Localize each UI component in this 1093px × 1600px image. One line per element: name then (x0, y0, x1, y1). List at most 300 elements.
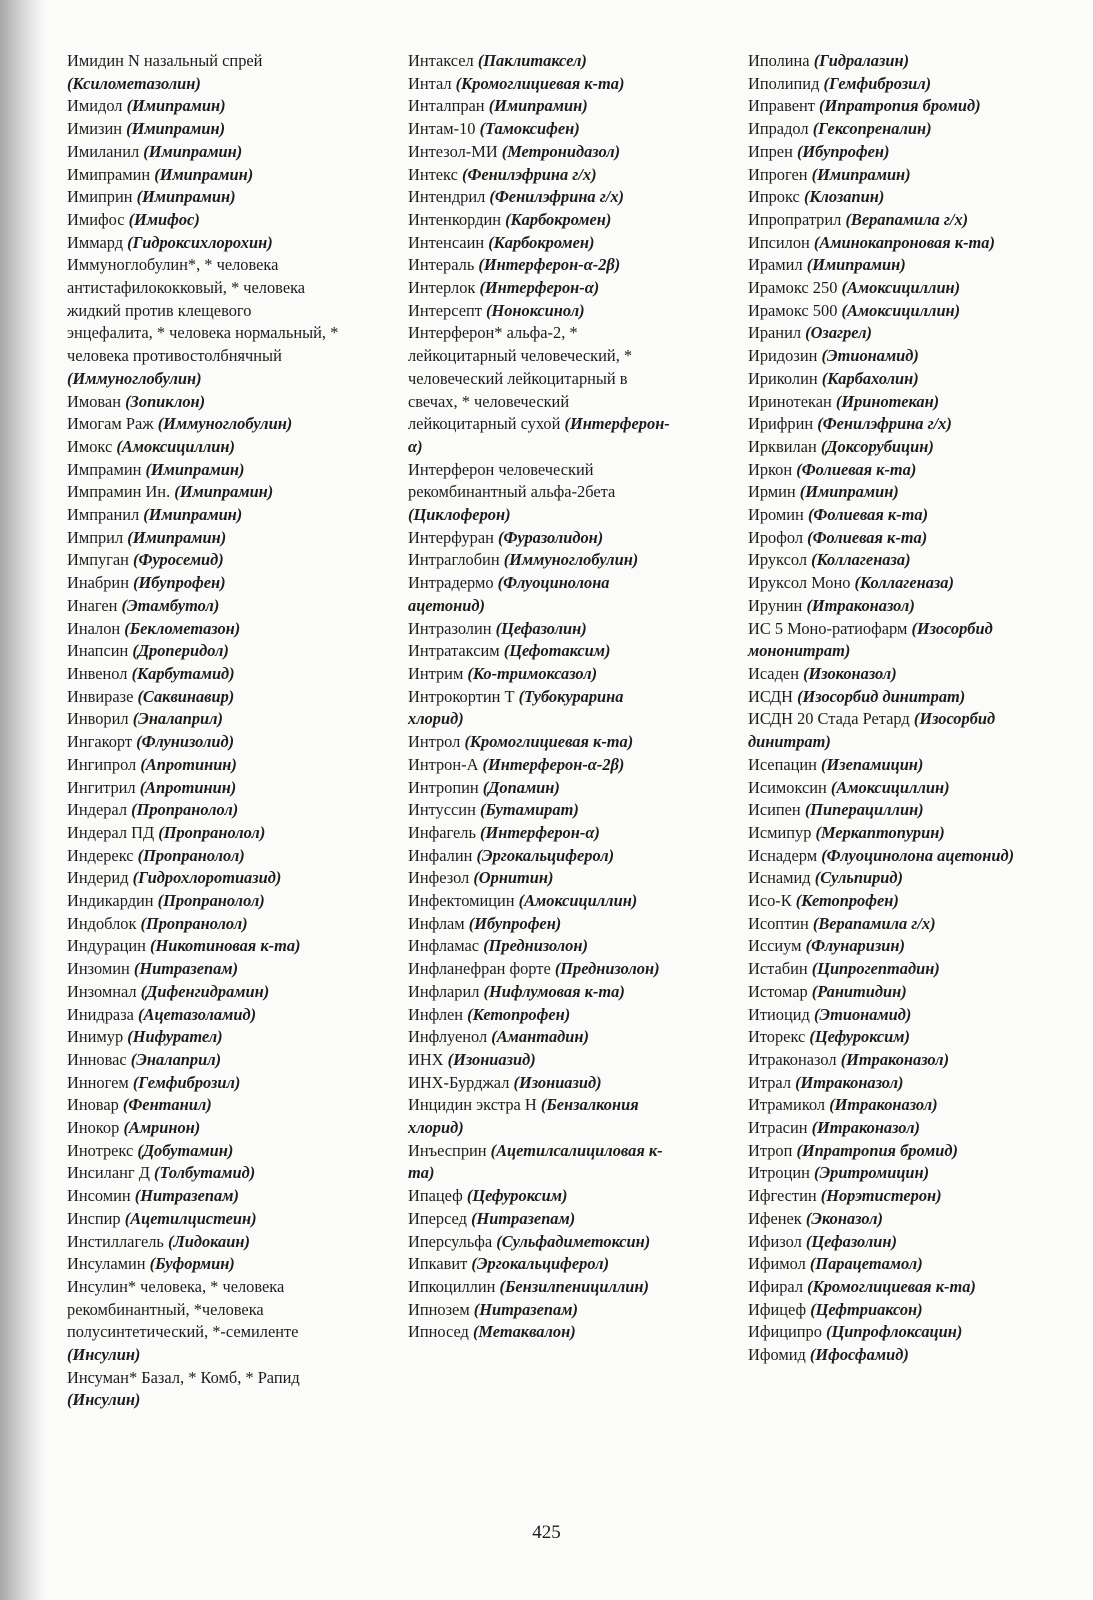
index-entry (748, 1049, 1018, 1072)
index-entry (67, 686, 339, 709)
index-entry (408, 1276, 680, 1299)
trade-name: Инстиллагель (67, 1231, 168, 1251)
trade-name: Инаген (67, 595, 122, 615)
index-entry (67, 459, 339, 482)
trade-name: Интразолин (408, 618, 496, 638)
generic-name: (Эналаприл) (130, 1049, 222, 1069)
generic-name: (Этамбутол) (121, 595, 220, 615)
trade-name: Имприл (67, 527, 128, 547)
trade-name: Ингитрил (67, 777, 140, 797)
trade-name: Иполина (748, 51, 814, 70)
generic-name: (Изониазид) (513, 1072, 602, 1092)
index-entry (408, 981, 680, 1004)
generic-name: (Имифос) (128, 209, 200, 229)
index-entry (67, 572, 339, 595)
generic-name: (Фенилэфрина г/х) (817, 414, 952, 434)
trade-name: Интал (408, 73, 456, 93)
index-entry (748, 845, 1018, 868)
generic-name: (Беклометазон) (124, 618, 241, 638)
trade-name: Инфлам (408, 913, 469, 933)
generic-name: (Итраконазол) (829, 1095, 938, 1115)
trade-name: Инзомнал (67, 981, 141, 1001)
trade-name: Иркон (748, 459, 797, 479)
index-entry (748, 413, 1018, 436)
index-entry (408, 1208, 680, 1231)
generic-name: (Эргокальциферол) (471, 1254, 610, 1274)
index-entry (67, 141, 339, 164)
index-entry (748, 254, 1018, 277)
index-entry (67, 799, 339, 822)
generic-name: (Фолиевая к-та) (796, 459, 917, 479)
generic-name: (Изоконазол) (803, 663, 897, 683)
trade-name: Ингипрол (67, 754, 141, 774)
generic-name: (Фуросемид) (133, 550, 224, 570)
trade-name: Импрамин Ин. (67, 482, 175, 502)
trade-name: Инсомин (67, 1186, 135, 1206)
generic-name: (Карбахолин) (821, 368, 919, 388)
index-entry (408, 50, 680, 73)
index-entry (748, 1231, 1018, 1254)
index-entry (748, 867, 1018, 890)
generic-name: (Пропранолол) (131, 800, 239, 820)
generic-name: (Интерферон-α) (480, 822, 600, 842)
index-entry (67, 731, 339, 754)
index-entry (408, 186, 680, 209)
trade-name: Интерфуран (408, 527, 498, 547)
generic-name: (Пиперациллин) (804, 800, 924, 820)
index-entry (67, 1094, 339, 1117)
trade-name: Инфланефран форте (408, 959, 555, 979)
generic-name: (Апротинин) (140, 754, 237, 774)
trade-name: Ирамокс 500 (748, 300, 842, 320)
generic-name: (Дифенгидрамин) (140, 981, 270, 1001)
index-entry (748, 1253, 1018, 1276)
index-entry (748, 1344, 1018, 1367)
trade-name: Интезол-МИ (408, 141, 502, 161)
index-entry (748, 958, 1018, 981)
generic-name: (Меркаптопурин) (815, 822, 945, 842)
index-entry (67, 1162, 339, 1185)
generic-name: (Никотиновая к-та) (150, 936, 301, 956)
trade-name: Интуссин (408, 800, 480, 820)
trade-name: Интенсаин (408, 232, 489, 252)
generic-name: (Циклоферон) (408, 505, 511, 525)
generic-name: (Флуоцинолона ацетонид) (408, 573, 610, 615)
index-entry (408, 73, 680, 96)
trade-name: Инвиразе (67, 686, 138, 706)
generic-name: (Изосорбид динитрат) (797, 686, 966, 706)
generic-name: (Имипрамин) (126, 96, 226, 116)
trade-name: Исипен (748, 800, 805, 820)
index-entry (748, 209, 1018, 232)
generic-name: (Имипрамин) (488, 96, 588, 116)
generic-name: (Преднизолон) (483, 936, 588, 956)
trade-name: Интратаксим (408, 641, 504, 661)
trade-name: Инфларил (408, 981, 484, 1001)
index-entry (748, 300, 1018, 323)
generic-name: (Иммуноглобулин) (157, 414, 293, 434)
index-entry (67, 1185, 339, 1208)
generic-name: (Парацетамол) (809, 1254, 923, 1274)
generic-name: (Ранитидин) (811, 981, 907, 1001)
index-entry (67, 481, 339, 504)
page-number: 425 (532, 1522, 561, 1543)
index-entry (67, 1117, 339, 1140)
index-entry (748, 708, 1018, 753)
trade-name: Импрамин (67, 459, 146, 479)
index-entry (67, 50, 339, 95)
generic-name: (Цефуроксим) (466, 1186, 568, 1206)
generic-name: (Фолиевая к-та) (807, 505, 929, 525)
index-entry (748, 368, 1018, 391)
generic-name: (Карбокромен) (488, 232, 595, 252)
generic-name: (Флунаризин) (805, 936, 905, 956)
trade-name: Интрон-А (408, 754, 483, 774)
trade-name: Ифицеф (748, 1299, 811, 1319)
trade-name: Инзомин (67, 959, 134, 979)
trade-name: Инотрекс (67, 1140, 138, 1160)
index-entry (748, 777, 1018, 800)
index-entry (748, 981, 1018, 1004)
generic-name: (Тамоксифен) (479, 119, 580, 139)
trade-name: Имифос (67, 209, 129, 229)
index-entry (67, 209, 339, 232)
generic-name: (Флунизолид) (136, 732, 235, 752)
generic-name: (Пропранолол) (157, 891, 265, 911)
trade-name: Ипрадол (748, 119, 813, 139)
generic-name: (Дроперидол) (132, 641, 229, 661)
trade-name: Ипропратрил (748, 209, 846, 229)
trade-name: Инфламас (408, 936, 484, 956)
generic-name: (Иринотекан) (835, 391, 940, 411)
generic-name: (Иммуноглобулин) (503, 550, 639, 570)
generic-name: (Итраконазол) (840, 1049, 950, 1069)
trade-name: Инсиланг Д (67, 1163, 154, 1183)
generic-name: (Изепамицин) (821, 754, 924, 774)
trade-name: Индерал ПД (67, 822, 159, 842)
generic-name: (Изосорбид динитрат) (748, 709, 996, 752)
trade-name: Инногем (67, 1072, 133, 1092)
generic-name: (Тубокурарина хлорид) (408, 686, 624, 729)
trade-name: Иммард (67, 232, 128, 252)
index-entry (67, 913, 339, 936)
generic-name: (Допамин) (482, 777, 560, 797)
trade-name: Индерид (67, 868, 133, 888)
generic-name: (Гидралазин) (813, 51, 910, 70)
generic-name: (Гемфиброзил) (132, 1072, 241, 1092)
trade-name: Иранил (748, 323, 806, 343)
generic-name: (Амринон) (123, 1118, 201, 1138)
index-entry (408, 890, 680, 913)
trade-name: Интерферон человеческий рекомбинантный альфа-2бета (408, 459, 616, 502)
generic-name: (Интерферон-α) (479, 278, 600, 298)
generic-name: (Фолиевая к-та) (807, 527, 928, 547)
trade-name: Ируксол Моно (748, 573, 855, 593)
index-entry (748, 391, 1018, 414)
index-entry (748, 754, 1018, 777)
trade-name: Инфалин (408, 845, 477, 865)
trade-name: Иринотекан (748, 391, 836, 411)
generic-name: (Апротинин) (139, 777, 237, 797)
generic-name: (Карбутамид) (131, 663, 235, 683)
generic-name: (Цефазолин) (495, 618, 587, 638)
index-entry (748, 890, 1018, 913)
trade-name: Инфлуенол (408, 1027, 492, 1047)
index-entry (67, 186, 339, 209)
index-entry (748, 481, 1018, 504)
index-entry (748, 1321, 1018, 1344)
trade-name: Итраконазол (748, 1049, 841, 1069)
index-entry (408, 663, 680, 686)
trade-name: Интенкордин (408, 209, 506, 229)
index-entry (408, 1185, 680, 1208)
trade-name: Ипацеф (408, 1186, 467, 1206)
generic-name: (Имипрамин) (806, 255, 906, 275)
index-entry (408, 1299, 680, 1322)
index-entry (748, 164, 1018, 187)
trade-name: Иссиум (748, 936, 806, 956)
index-entry (408, 322, 680, 458)
generic-name: (Изосорбид мононитрат) (748, 618, 993, 661)
generic-name: (Преднизолон) (554, 959, 660, 979)
generic-name: (Цефотаксим) (503, 641, 611, 661)
index-entry (748, 935, 1018, 958)
generic-name: (Нитразепам) (134, 1186, 239, 1206)
trade-name: Ипрокс (748, 187, 804, 207)
trade-name: Ипроген (748, 164, 812, 184)
generic-name: (Фуразолидон) (498, 527, 604, 547)
trade-name: Интрадермо (408, 573, 498, 593)
trade-name: Ифизол (748, 1231, 806, 1251)
trade-name: Ирквилан (748, 436, 821, 456)
generic-name: (Амоксициллин) (841, 278, 961, 298)
index-entry (748, 1117, 1018, 1140)
trade-name: Итроп (748, 1140, 797, 1160)
index-entry (408, 527, 680, 550)
index-entry (408, 1321, 680, 1344)
trade-name: Индерекс (67, 845, 138, 865)
index-entry (748, 73, 1018, 96)
trade-name: Индерал (67, 800, 132, 820)
index-entry (748, 141, 1018, 164)
trade-name: Имогам Раж (67, 414, 158, 434)
trade-name: Имиланил (67, 141, 144, 161)
trade-name: Ифирал (748, 1276, 808, 1296)
generic-name: (Инсулин) (67, 1390, 141, 1410)
generic-name: (Имипрамин) (127, 527, 227, 547)
trade-name: Ирунин (748, 595, 807, 615)
index-entry (408, 459, 680, 527)
trade-name: Инцидин экстра Н (408, 1095, 541, 1115)
generic-name: (Имипрамин) (174, 482, 274, 502)
generic-name: (Интерферон-α) (408, 414, 670, 456)
index-entry (748, 118, 1018, 141)
generic-name: (Инсулин) (67, 1345, 141, 1365)
index-entry (748, 50, 1018, 73)
trade-name: ИСДН 20 Стада Ретард (748, 709, 914, 729)
trade-name: Ифиципро (748, 1322, 827, 1342)
trade-name: Ирамокс 250 (748, 278, 842, 298)
trade-name: Итроцин (748, 1163, 815, 1183)
trade-name: Интерферон* альфа-2, * лейкоцитарный человеческий, * человеческий лейкоцитарный в свечах, * человеческий лейкоцитарный сухой (408, 323, 633, 434)
index-entry (408, 686, 680, 731)
trade-name: Ипнозем (408, 1299, 474, 1319)
generic-name: (Цефазолин) (805, 1231, 897, 1251)
trade-name: Ипносед (408, 1322, 473, 1342)
index-entry (67, 164, 339, 187)
generic-name: (Гемфиброзил) (823, 73, 932, 93)
index-entry (408, 1231, 680, 1254)
trade-name: Иновар (67, 1095, 123, 1115)
index-entry (748, 527, 1018, 550)
generic-name: (Кромоглициевая к-та) (464, 732, 634, 752)
index-entry (408, 935, 680, 958)
trade-name: Интрим (408, 663, 468, 683)
trade-name: ИСДН (748, 686, 798, 706)
trade-name: Имипрамин (67, 164, 155, 184)
index-entry (67, 391, 339, 414)
trade-name: Инфезол (408, 868, 474, 888)
index-entry (748, 277, 1018, 300)
generic-name: (Цефуроксим) (809, 1027, 910, 1047)
generic-name: (Пропранолол) (158, 822, 266, 842)
trade-name: Исоптин (748, 913, 813, 933)
index-entry (67, 958, 339, 981)
index-entry (748, 1299, 1018, 1322)
generic-name: (Ксилометазолин) (67, 73, 201, 93)
trade-name: Интерлок (408, 278, 480, 298)
index-entry (408, 1140, 680, 1185)
trade-name: Импуган (67, 550, 134, 570)
generic-name: (Иммуноглобулин) (67, 368, 202, 388)
trade-name: Итиоцид (748, 1004, 814, 1024)
generic-name: (Ноноксинол) (486, 300, 585, 320)
trade-name: Ифомид (748, 1345, 810, 1365)
generic-name: (Цефтриаксон) (810, 1299, 923, 1319)
generic-name: (Интерферон-α-2β) (482, 754, 625, 774)
index-entry (408, 1094, 680, 1139)
index-entry (67, 663, 339, 686)
index-entry (67, 436, 339, 459)
index-entry (748, 663, 1018, 686)
trade-name: Ифгестин (748, 1186, 821, 1206)
index-entry (748, 1276, 1018, 1299)
trade-name: Ингакорт (67, 732, 137, 752)
trade-name: Ифимол (748, 1254, 810, 1274)
index-entry (748, 1140, 1018, 1163)
generic-name: (Сульфадиметоксин) (496, 1231, 651, 1251)
index-entry (67, 754, 339, 777)
trade-name: Итрамикол (748, 1095, 830, 1115)
index-entry (408, 845, 680, 868)
generic-name: (Коллагеназа) (811, 550, 911, 570)
index-entry (67, 640, 339, 663)
trade-name: Имидин N назальный спрей (67, 51, 263, 70)
index-entry (67, 118, 339, 141)
index-entry (408, 1049, 680, 1072)
generic-name: (Ифосфамид) (809, 1345, 909, 1365)
index-entry (408, 799, 680, 822)
generic-name: (Амоксициллин) (518, 891, 638, 911)
generic-name: (Фентанил) (122, 1095, 212, 1115)
index-entry (748, 504, 1018, 527)
generic-name: (Пропранолол) (137, 845, 245, 865)
index-entry (748, 1026, 1018, 1049)
index-entry (748, 345, 1018, 368)
generic-name: (Амоксициллин) (116, 436, 235, 456)
index-entry (67, 1367, 339, 1412)
generic-name: (Метаквалон) (472, 1322, 576, 1342)
index-entry (748, 95, 1018, 118)
index-entry (67, 935, 339, 958)
generic-name: (Имипрамин) (143, 141, 243, 161)
generic-name: (Верапамила г/х) (812, 913, 936, 933)
trade-name: Интендрил (408, 187, 490, 207)
generic-name: (Этионамид) (813, 1004, 912, 1024)
index-entry (408, 164, 680, 187)
trade-name: Инсуламин (67, 1254, 150, 1274)
generic-name: (Ибупрофен) (468, 913, 562, 933)
index-entry (67, 549, 339, 572)
trade-name: Интрокортин Т (408, 686, 519, 706)
index-entry (748, 1004, 1018, 1027)
generic-name: (Метронидазол) (501, 141, 621, 161)
generic-name: (Бензалкония хлорид) (408, 1095, 639, 1138)
generic-name: (Ципрофлоксацин) (826, 1322, 963, 1342)
index-entry (67, 618, 339, 641)
index-entry (748, 1185, 1018, 1208)
index-entry (748, 436, 1018, 459)
index-entry (748, 595, 1018, 618)
generic-name: (Ацетилсалициловая к-та) (408, 1140, 663, 1183)
trade-name: Интаксел (408, 51, 478, 70)
index-entry (408, 777, 680, 800)
index-entry (408, 913, 680, 936)
trade-name: Инокор (67, 1118, 124, 1138)
generic-name: (Ацетилцистеин) (124, 1208, 257, 1228)
index-entry (408, 1253, 680, 1276)
index-entry (67, 1026, 339, 1049)
trade-name: Ипкоциллин (408, 1276, 500, 1296)
trade-name: Иналон (67, 618, 125, 638)
index-entry (67, 1231, 339, 1254)
generic-name: (Изониазид) (447, 1049, 536, 1069)
trade-name: Ируксол (748, 550, 812, 570)
index-entry (748, 618, 1018, 663)
generic-name: (Эналаприл) (132, 709, 224, 729)
generic-name: (Нитразепам) (471, 1208, 576, 1228)
index-entry (408, 640, 680, 663)
generic-name: (Амоксициллин) (830, 777, 950, 797)
trade-name: Инворил (67, 709, 133, 729)
trade-name: ИНХ (408, 1049, 448, 1069)
index-entry (408, 277, 680, 300)
generic-name: (Итраконазол) (811, 1118, 920, 1138)
trade-name: Имидол (67, 96, 127, 116)
trade-name: Инталпран (408, 96, 489, 116)
generic-name: (Фенилэфрина г/х) (461, 164, 597, 184)
index-entry (748, 1162, 1018, 1185)
trade-name: Иснамид (748, 868, 815, 888)
trade-name: Интераль (408, 255, 479, 275)
trade-name: Интраглобин (408, 550, 504, 570)
generic-name: (Саквинавир) (137, 686, 235, 706)
trade-name: Истабин (748, 959, 812, 979)
trade-name: Импранил (67, 505, 144, 525)
index-entry (67, 777, 339, 800)
trade-name: Исимоксин (748, 777, 831, 797)
trade-name: Иправент (748, 96, 820, 116)
